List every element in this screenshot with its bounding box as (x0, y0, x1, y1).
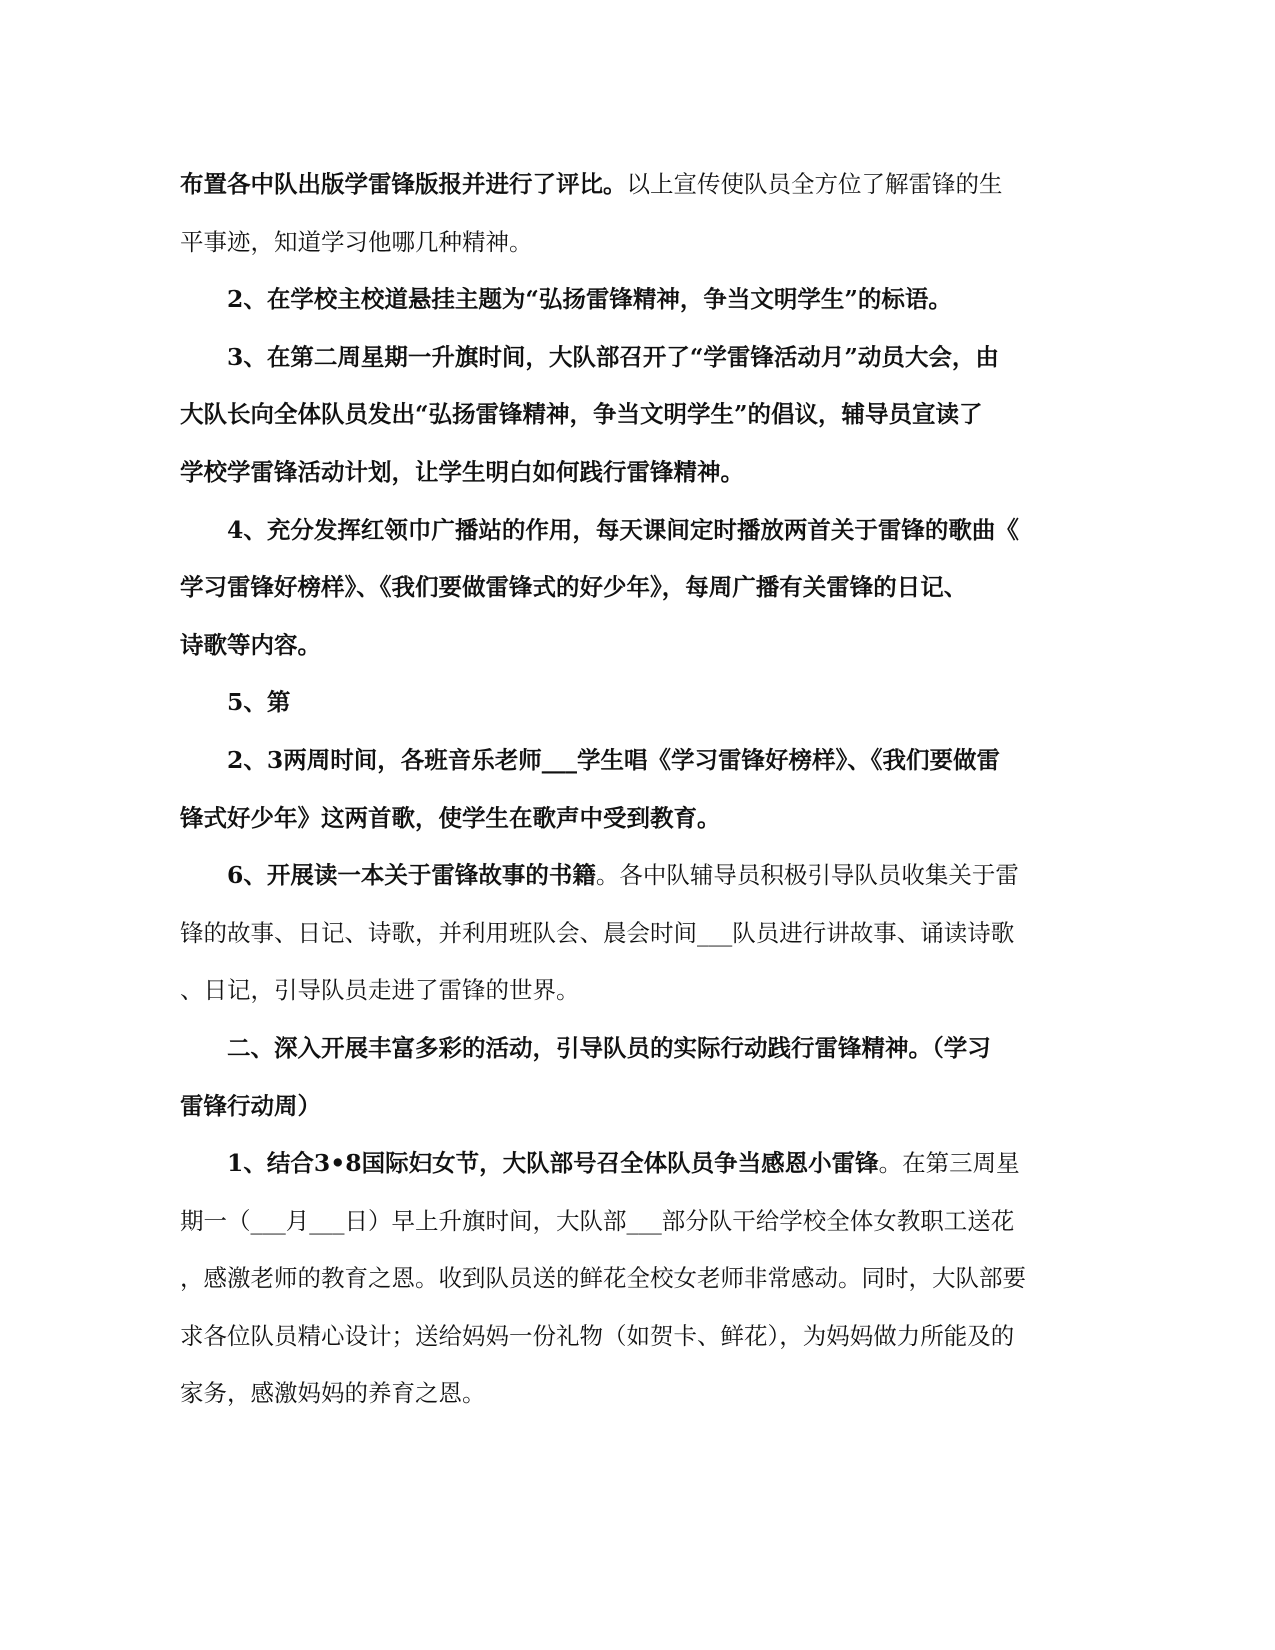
document-page (180, 156, 1040, 1423)
text-line (180, 790, 1040, 848)
text-line (180, 847, 1040, 905)
text-line (180, 502, 1040, 560)
text-line (180, 617, 1040, 675)
text-run: 3、在第二周星期一升旗时间，大队部召开了“学雷锋活动月”动员大会，由 (227, 342, 999, 371)
text-run: 5、第 (227, 688, 291, 717)
text-line (180, 962, 1040, 1020)
text-line (180, 559, 1040, 617)
text-run: 锋式好少年》这两首歌，使学生在歌声中受到教育。 (180, 803, 721, 832)
text-line (180, 329, 1040, 387)
text-run: 。在第三周星 (878, 1149, 1020, 1178)
text-line (180, 271, 1040, 329)
text-line (180, 1193, 1040, 1251)
text-run: 布置各中队出版学雷锋版报并进行了评比。 (180, 170, 627, 198)
text-line (180, 1135, 1040, 1193)
text-line (180, 1078, 1040, 1136)
text-run: 1、结合3•8国际妇女节，大队部号召全体队员争当感恩小雷锋 (227, 1149, 879, 1178)
text-run: ，感激老师的教育之恩。收到队员送的鲜花全校女老师非常感动。同时，大队部要 (180, 1264, 1026, 1293)
text-line (180, 156, 1040, 214)
text-run: 6、开展读一本关于雷锋故事的书籍 (227, 861, 596, 890)
text-line (180, 905, 1040, 963)
text-run: 学校学雷锋活动计划，让学生明白如何践行雷锋精神。 (180, 457, 744, 486)
text-run: 诗歌等内容。 (180, 630, 321, 659)
text-run: 家务，感激妈妈的养育之恩。 (180, 1379, 486, 1408)
text-line (180, 674, 1040, 732)
text-run: 。各中队辅导员积极引导队员收集关于雷 (595, 861, 1019, 890)
text-run: 2、在学校主校道悬挂主题为“弘扬雷锋精神，争当文明学生”的标语。 (227, 285, 952, 314)
text-run: 学习雷锋好榜样》、《我们要做雷锋式的好少年》，每周广播有关雷锋的日记、 (180, 573, 968, 602)
text-line (180, 1365, 1040, 1423)
text-run: 锋的故事、日记、诗歌，并利用班队会、晨会时间___队员进行讲故事、诵读诗歌 (180, 918, 1015, 947)
text-run: 雷锋行动周） (180, 1091, 321, 1120)
text-run: 以上宣传使队员全方位了解雷锋的生 (626, 170, 1003, 198)
text-run: 平事迹，知道学习他哪几种精神。 (180, 227, 533, 256)
text-run: 大队长向全体队员发出“弘扬雷锋精神，争当文明学生”的倡议，辅导员宣读了 (180, 400, 983, 429)
text-run: 、日记，引导队员走进了雷锋的世界。 (180, 976, 580, 1005)
text-run: 二、深入开展丰富多彩的活动，引导队员的实际行动践行雷锋精神。（学习 (227, 1033, 991, 1062)
text-line (180, 214, 1040, 272)
text-run: 2、3两周时间，各班音乐老师___学生唱《学习雷锋好榜样》、《我们要做雷 (227, 745, 1000, 774)
text-run: 期一（___月___日）早上升旗时间，大队部___部分队干给学校全体女教职工送花 (180, 1206, 1015, 1235)
text-line (180, 1308, 1040, 1366)
text-line (180, 444, 1040, 502)
text-run: 求各位队员精心设计；送给妈妈一份礼物（如贺卡、鲜花），为妈妈做力所能及的 (180, 1321, 1015, 1350)
text-line (180, 1020, 1040, 1078)
text-run: 4、充分发挥红领巾广播站的作用，每天课间定时播放两首关于雷锋的歌曲《 (227, 515, 1019, 544)
text-line (180, 1250, 1040, 1308)
text-line (180, 732, 1040, 790)
text-line (180, 386, 1040, 444)
